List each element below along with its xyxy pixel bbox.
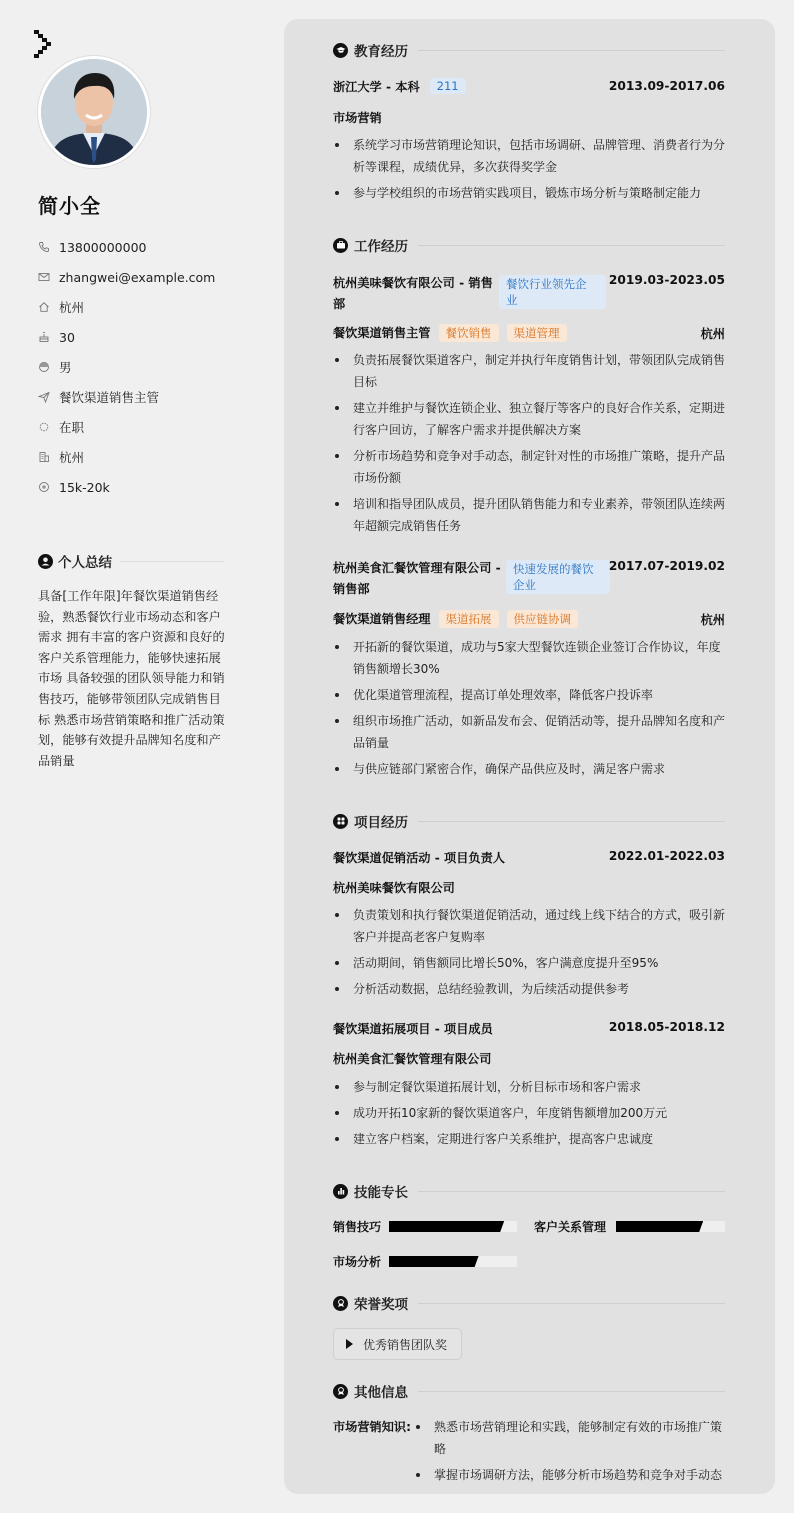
send-icon xyxy=(38,391,50,403)
city-text: 杭州 xyxy=(59,450,85,465)
project-1-date: 2022.01-2022.03 xyxy=(608,849,725,863)
education-title: 教育经历 xyxy=(354,44,408,60)
skills-header xyxy=(333,1181,725,1201)
gender-icon xyxy=(38,361,50,373)
skill-label: 销售技巧 xyxy=(333,1220,382,1234)
info-position xyxy=(38,382,215,412)
project-2-org: 杭州美食汇餐饮管理有限公司 xyxy=(333,1052,492,1066)
list-item: 成功开拓10家新的餐饮渠道客户，年度销售额增加200万元 xyxy=(333,1102,725,1124)
status-icon xyxy=(38,421,50,433)
info-city xyxy=(38,442,215,472)
award-label: 优秀销售团队奖 xyxy=(363,1337,448,1352)
divider xyxy=(418,1303,725,1304)
skill-tag: 供应链协调 xyxy=(507,610,579,628)
divider xyxy=(418,50,725,51)
skill-item xyxy=(534,1218,725,1235)
other-title: 其他信息 xyxy=(354,1385,408,1401)
job-1-role-row xyxy=(333,324,725,342)
job-1-company: 杭州美味餐饮有限公司 - 销售 部 xyxy=(333,276,493,311)
list-item: 开拓新的餐饮渠道，成功与5家大型餐饮连锁企业签订合作协议，年度销售额增长30% xyxy=(333,636,725,680)
gender-text: 男 xyxy=(59,360,72,375)
list-item: 与供应链部门紧密合作，确保产品供应及时，满足客户需求 xyxy=(333,758,725,780)
info-icon xyxy=(333,1384,348,1399)
location-text: 杭州 xyxy=(59,300,85,315)
mail-icon xyxy=(38,271,50,283)
phone-text: 13800000000 xyxy=(59,239,147,255)
job-2-city: 杭州 xyxy=(700,613,725,627)
school-name: 浙江大学 - 本科 xyxy=(333,80,420,94)
info-salary xyxy=(38,472,215,502)
job-2-company: 杭州美食汇餐饮管理有限公司 - 销售部 xyxy=(333,561,501,596)
candidate-name: 简小全 xyxy=(38,194,101,218)
info-age xyxy=(38,322,215,352)
info-status xyxy=(38,412,215,442)
home-icon xyxy=(38,301,50,313)
list-item: 负责拓展餐饮渠道客户，制定并执行年度销售计划，带领团队完成销售目标 xyxy=(333,349,725,393)
email-text: zhangwei@example.com xyxy=(59,269,216,285)
phone-icon xyxy=(38,241,50,253)
education-date: 2013.09-2017.06 xyxy=(608,79,725,93)
info-email xyxy=(38,262,215,292)
awards-header xyxy=(333,1293,725,1313)
status-text: 在职 xyxy=(59,420,85,435)
graduation-cap-icon xyxy=(333,43,348,58)
skill-tag: 渠道拓展 xyxy=(439,610,499,628)
job-2-company-tag: 快速发展的餐饮 企业 xyxy=(506,560,610,594)
job-1-bullets xyxy=(333,349,725,541)
play-icon xyxy=(346,1339,353,1349)
skill-bar-fill xyxy=(389,1256,479,1267)
bar-chart-icon xyxy=(333,1184,348,1199)
project-2-date: 2018.05-2018.12 xyxy=(608,1020,725,1034)
award-icon xyxy=(333,1296,348,1311)
projects-header xyxy=(333,811,725,831)
skill-bar-fill xyxy=(389,1221,504,1232)
skill-tag: 餐饮销售 xyxy=(439,324,499,342)
job-1-date: 2019.03-2023.05 xyxy=(608,273,725,287)
list-item: 掌握市场调研方法，能够分析市场趋势和竞争对手动态 xyxy=(414,1464,725,1486)
skill-bar xyxy=(616,1221,725,1232)
education-major: 市场营销 xyxy=(333,111,382,125)
summary-header xyxy=(38,551,224,571)
list-item: 分析市场趋势和竞争对手动态，制定针对性的市场推广策略，提升产品市场份额 xyxy=(333,445,725,489)
job-2-bullets xyxy=(333,636,725,784)
job-1-company-tag: 餐饮行业领先企 业 xyxy=(499,275,606,309)
info-phone xyxy=(38,232,215,262)
project-2-bullets xyxy=(333,1076,725,1154)
divider xyxy=(418,821,725,822)
list-item: 培训和指导团队成员，提升团队销售能力和专业素养，带领团队连续两年超额完成销售任务 xyxy=(333,493,725,537)
job-2-role: 餐饮渠道销售经理 xyxy=(333,612,431,626)
building-icon xyxy=(38,451,50,463)
awards-title: 荣誉奖项 xyxy=(354,1297,408,1313)
salary-text: 15k-20k xyxy=(59,479,110,495)
list-item: 组织市场推广活动，如新品发布会、促销活动等，提升品牌知名度和产品销量 xyxy=(333,710,725,754)
skill-bar-fill xyxy=(616,1221,703,1232)
position-text: 餐饮渠道销售主管 xyxy=(59,390,160,405)
award-item xyxy=(333,1328,462,1360)
work-header xyxy=(333,235,725,255)
other-header xyxy=(333,1381,725,1401)
skill-item xyxy=(333,1218,517,1235)
list-item: 活动期间，销售额同比增长50%，客户满意度提升至95% xyxy=(333,952,725,974)
list-item: 优化渠道管理流程，提高订单处理效率，降低客户投诉率 xyxy=(333,684,725,706)
work-title: 工作经历 xyxy=(354,239,408,255)
projects-title: 项目经历 xyxy=(354,815,408,831)
list-item: 参与学校组织的市场营销实践项目，锻炼市场分析与策略制定能力 xyxy=(333,182,725,204)
job-2-date: 2017.07-2019.02 xyxy=(608,559,725,573)
skill-bar xyxy=(389,1221,517,1232)
list-item: 建立客户档案，定期进行客户关系维护，提高客户忠诚度 xyxy=(333,1128,725,1150)
summary-text: 具备[工作年限]年餐饮渠道销售经验，熟悉餐饮行业市场动态和客户需求 拥有丰富的客户资源和良好的客户关系管理能力，能够快速拓展市场 具备较强的团队领导能力和销售技巧，能够带领团队完成销售目标 熟悉市场营销策略和推广活动策划，能够有效提升品牌知名度和产品销量 xyxy=(38,589,225,768)
cake-icon xyxy=(38,331,50,343)
project-1-org: 杭州美味餐饮有限公司 xyxy=(333,881,455,895)
briefcase-icon xyxy=(333,238,348,253)
skill-item xyxy=(333,1253,517,1270)
divider xyxy=(418,1391,725,1392)
job-1-city: 杭州 xyxy=(700,327,725,341)
skill-label: 客户关系管理 xyxy=(534,1220,607,1234)
education-bullets xyxy=(333,134,725,208)
salary-icon xyxy=(38,481,50,493)
list-item: 建立并维护与餐饮连锁企业、独立餐厅等客户的良好合作关系，定期进行客户回访，了解客户需求并提供解决方案 xyxy=(333,397,725,441)
education-header xyxy=(333,40,725,60)
sidebar xyxy=(0,0,270,1513)
skill-tag: 渠道管理 xyxy=(507,324,567,342)
project-2-name: 餐饮渠道拓展项目 - 项目成员 xyxy=(333,1022,493,1036)
skill-bar xyxy=(389,1256,517,1267)
list-item: 参与制定餐饮渠道拓展计划，分析目标市场和客户需求 xyxy=(333,1076,725,1098)
list-item: 熟悉市场营销理论和实践，能够制定有效的市场推广策略 xyxy=(414,1416,725,1460)
skills-title: 技能专长 xyxy=(354,1185,408,1201)
project-1-bullets xyxy=(333,904,725,1004)
info-gender xyxy=(38,352,215,382)
divider xyxy=(418,245,725,246)
info-location xyxy=(38,292,215,322)
avatar xyxy=(38,56,150,168)
other-label: 市场营销知识: xyxy=(333,1420,411,1434)
contact-info-list xyxy=(38,232,215,502)
user-circle-icon xyxy=(38,554,53,569)
resume-main-card xyxy=(284,19,775,1494)
list-item: 分析活动数据，总结经验教训，为后续活动提供参考 xyxy=(333,978,725,1000)
summary-title: 个人总结 xyxy=(58,555,112,571)
job-2-role-row xyxy=(333,610,725,628)
divider xyxy=(120,561,224,562)
other-bullets xyxy=(414,1416,725,1490)
grid-icon xyxy=(333,814,348,829)
logo-icon xyxy=(32,28,54,60)
project-1-name: 餐饮渠道促销活动 - 项目负责人 xyxy=(333,851,505,865)
job-1-role: 餐饮渠道销售主管 xyxy=(333,326,431,340)
list-item: 系统学习市场营销理论知识，包括市场调研、品牌管理、消费者行为分析等课程，成绩优异，多次获得奖学金 xyxy=(333,134,725,178)
list-item: 负责策划和执行餐饮渠道促销活动，通过线上线下结合的方式，吸引新客户并提高老客户复购率 xyxy=(333,904,725,948)
school-tag: 211 xyxy=(430,78,466,94)
age-text: 30 xyxy=(59,329,75,345)
skill-label: 市场分析 xyxy=(333,1255,382,1269)
divider xyxy=(418,1191,725,1192)
